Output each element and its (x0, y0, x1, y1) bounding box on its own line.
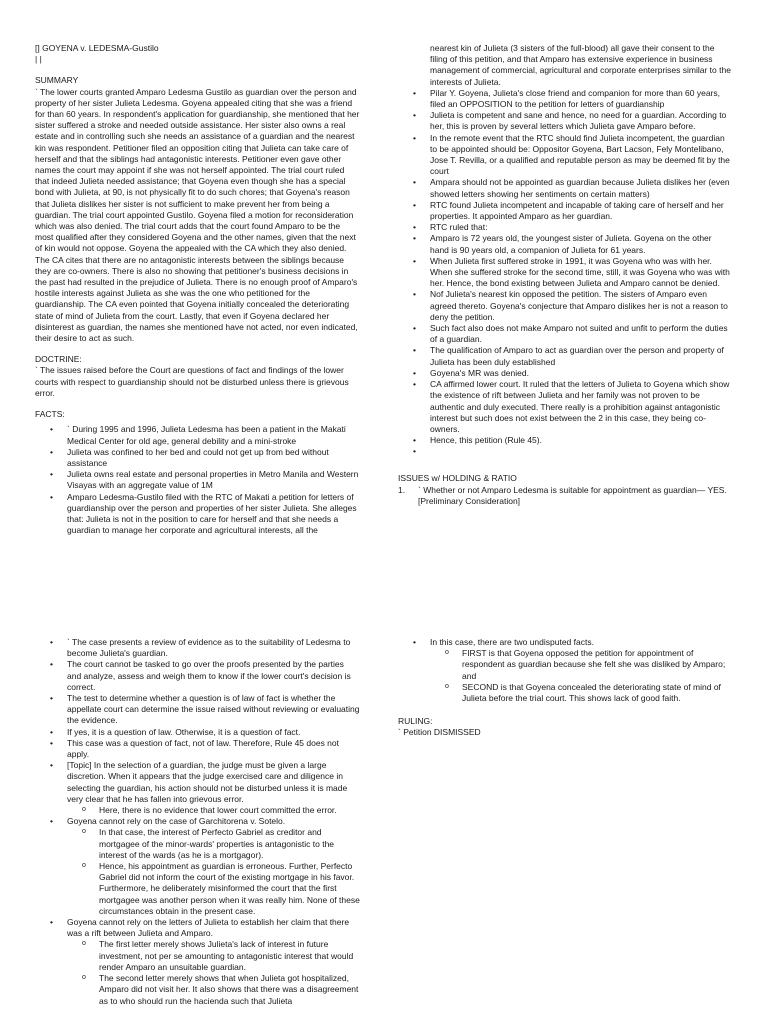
list-item: • Amparo Ledesma-Gustilo filed with the RTC of Makati a petition for letters of guardianship over the person and properties of her sister Julieta. She alleges that: Julieta is not in the position to care for herself and that she needs a guardian to manage her corporate and agricultural interests, all the (35, 492, 360, 537)
list-item (35, 760, 360, 816)
list-item: • Julieta owns real estate and personal properties in Metro Manila and Western Visayas with an aggregate value of 1M (35, 469, 360, 491)
page2-left-column (35, 637, 360, 1007)
sub-list-item: o SECOND is that Goyena concealed the deteriorating state of mind of Julieta before the trial court. This shows lack of good faith. (430, 682, 732, 704)
list-item: • Julieta was confined to her bed and could not get up from bed without assistance (35, 447, 360, 469)
sub-list-item: o Hence, his appointment as guardian is erroneous. Further, Perfecto Gabriel did not inform the court of the existing mortgage in his favor. Furthermore, he deliberately misinformed the court that the first mortgagee was another person when it was really him. None of these circumstances obtain in the present case. (67, 861, 360, 917)
sub-list-item: o FIRST is that Goyena opposed the petition for appointment of respondent as guardian because she felt she was disliked by Amparo; and (430, 648, 732, 682)
list-item (35, 816, 360, 917)
list-item: • If yes, it is a question of law. Otherwise, it is a question of fact. (35, 727, 360, 738)
list-item: • ` The case presents a review of evidence as to the suitability of Ledesma to become Julieta's guardian. (35, 637, 360, 659)
list-item: • ` During 1995 and 1996, Julieta Ledesma has been a patient in the Makati Medical Center for old age, general debility and a mini-stroke (35, 424, 360, 446)
doctrine-text: ` The issues raised before the Court are questions of fact and findings of the lower courts with respect to guardianship should not be disturbed unless there is grievous error. (35, 365, 349, 398)
ruling-heading: RULING: (398, 716, 433, 727)
ratio-list (35, 637, 360, 1007)
summary-text: ` The lower courts granted Amparo Ledesma Gustilo as guardian over the person and property of her sister Julieta Ledesma. Goyena appealed citing that she was a friend for than 60 years. In respondent's application for guardianship, she mentioned that her sister suffered a stroke and needed outside assistance. Her sister also owns a real estate and in controlling such she needs an assistance of a guardian and the nearest kin was respondent. Petitioner filed an opposition citing that Julieta can take care of herself and that the siblings had antagonistic interests. Petitioner even gave other names the court may appoint if she was not herself appointed. The trial court ruled that indeed Julieta needed assistance; that Goyena even though she has a special bond with Julieta, at 90, is not physically fit to do such chores; that Goyena's reason that Julieta dislikes her sister is not sufficient to make prevent her from being a guardian. The trial court appointed Gustilo. Goyena filed a motion for reconsideration which was also denied. The trial court adds that the court found Amparo to be the most qualified after they considered Goyena and the other names, given that the next of kin would not oppose. Goyena the appealed with the CA which they also denied. The CA cites that there are no antagonistic interests between the siblings because they are co-owners. There is also no showing that petitioner's business decisions in the past had resulted in the prejudice of Julieta. There is no enough proof of Amparo's hostile interests against Julieta as she was the one who petitioned for the guardianship. The CA even pointed that Goyena initially concealed the deteriorating state of mind of Julieta from the court. Lastly, that even if Goyena declared her disinterest as guardian, the names she mentioned have not acted, nor even indicated, their desire to act as such. (35, 86, 360, 344)
document-page-2 (0, 626, 768, 1024)
undisputed-facts-list (398, 637, 732, 704)
sub-list-item: o The first letter merely shows Julieta's lack of interest in future investment, not per se amounting to antagonistic interest that would render Amparo an unsuitable guardian. (67, 939, 360, 973)
list-item (398, 637, 732, 704)
facts-continuation: nearest kin of Julieta (3 sisters of the full-blood) all gave their consent to the filing of this petition, and that Amparo has extensive experience in business management of commercial, agricultural and corporate enterprises similar to the interests of Julieta. (430, 43, 731, 87)
list-item: • RTC found Julieta incompetent and incapable of taking care of herself and her properties. It appointed Amparo as her guardian. (398, 200, 732, 222)
page2-right-column (398, 637, 732, 739)
summary-heading: SUMMARY (35, 75, 79, 86)
sub-list (430, 648, 732, 704)
list-item: • Julieta is competent and sane and hence, no need for a guardian. According to her, this is proven by several letters which Julieta gave Amparo before. (398, 110, 732, 132)
list-item: • When Julieta first suffered stroke in 1991, it was Goyena who was with her. When she suffered stroke for the second time, still, it was Goyena who was with her. Hence, the bond existing between Julieta and Amparo cannot be denied. (398, 256, 732, 290)
list-item: • Goyena's MR was denied. (398, 368, 732, 379)
facts-list (35, 424, 360, 536)
issue-number: 1. (398, 484, 406, 495)
list-item: • Pilar Y. Goyena, Julieta's close friend and companion for more than 60 years, filed an OPPOSITION to the petition for letters of guardianship (398, 88, 732, 110)
list-item: • Hence, this petition (Rule 45). (398, 435, 732, 446)
case-title: [] GOYENA v. LEDESMA-Gustilo (35, 43, 159, 53)
list-item: • RTC ruled that: (398, 222, 732, 233)
issues-list (398, 485, 732, 507)
page1-left-column (35, 43, 360, 536)
issue-text: ` Whether or not Amparo Ledesma is suitable for appointment as guardian— YES. [Preliminary Consideration] (418, 484, 727, 506)
page1-right-column (398, 43, 732, 507)
facts-heading: FACTS: (35, 409, 65, 420)
list-item-text: [Topic] In the selection of a guardian, the judge must be given a large discretion. When it appears that the judge exercised care and diligence in selecting the guardian, his action should not be disturbed unless it is made very clear that he has fallen into grievous error. (67, 760, 348, 804)
list-item: • The court cannot be tasked to go over the proofs presented by the parties and analyze, assess and weigh them to know if the lower court's decision is correct. (35, 659, 360, 693)
list-item-text: In this case, there are two undisputed facts. (430, 637, 594, 647)
ruling-text: ` Petition DISMISSED (398, 727, 481, 738)
doctrine-heading: DOCTRINE: (35, 354, 82, 365)
issues-heading: ISSUES w/ HOLDING & RATIO (398, 473, 517, 484)
list-item: • Such fact also does not make Amparo not suited and unfit to perform the duties of a guardian. (398, 323, 732, 345)
sub-list (67, 805, 360, 816)
facts-list-continued (398, 88, 732, 458)
list-item: • This case was a question of fact, not of law. Therefore, Rule 45 does not apply. (35, 738, 360, 760)
list-item-empty (398, 446, 732, 457)
list-item: • Ampara should not be appointed as guardian because Julieta dislikes her (even showed letters showing her sentiments on certain matters) (398, 177, 732, 199)
list-item (35, 917, 360, 1007)
case-title-marks: | | (35, 54, 42, 65)
list-item: • The qualification of Amparo to act as guardian over the person and property of Julieta has been duly established (398, 345, 732, 367)
list-item-text: Goyena cannot rely on the letters of Julieta to establish her claim that there was a rift between Julieta and Amparo. (67, 917, 350, 939)
sub-list (67, 939, 360, 1006)
issue-item (398, 485, 732, 507)
list-item: • In the remote event that the RTC should find Julieta incompetent, the guardian to be appointed should be: Oppositor Goyena, Bart Lacson, Fely Montelibano, Jose T. Revilla, or a qualified and reputable person as may be deemed fit by the court (398, 133, 732, 178)
list-item: • Nof Julieta's nearest kin opposed the petition. The sisters of Amparo even agreed thereto. Goyena's conjecture that Amparo dislikes her is not a reason to deny the petition. (398, 289, 732, 323)
list-item: • The test to determine whether a question is of law of fact is whether the appellate court can determine the issue raised without reviewing or evaluating the evidence. (35, 693, 360, 727)
sub-list-item: o The second letter merely shows that when Julieta got hospitalized, Amparo did not visit her. It also shows that there was a disagreement as to who should run the hacienda such that Julieta (67, 973, 360, 1007)
sub-list-item: o In that case, the interest of Perfecto Gabriel as creditor and mortgagee of the minor-wards' properties is antagonistic to the interest of the wards (as he is a mortgagor). (67, 827, 360, 861)
list-item: • Amparo is 72 years old, the youngest sister of Julieta. Goyena on the other hand is 90 years old, a companion of Julieta for 61 years. (398, 233, 732, 255)
sub-list-item: o Here, there is no evidence that lower court committed the error. (67, 805, 360, 816)
sub-list (67, 827, 360, 917)
list-item-text: Goyena cannot rely on the case of Garchitorena v. Sotelo. (67, 816, 286, 827)
list-item: • CA affirmed lower court. It ruled that the letters of Julieta to Goyena which show the existence of rift between Julieta and her family was not proven to be authentic and duly executed. There really is a prohibition against antagonistic interest but such does not exist between the 2 in this case, they being co-owners. (398, 379, 732, 435)
